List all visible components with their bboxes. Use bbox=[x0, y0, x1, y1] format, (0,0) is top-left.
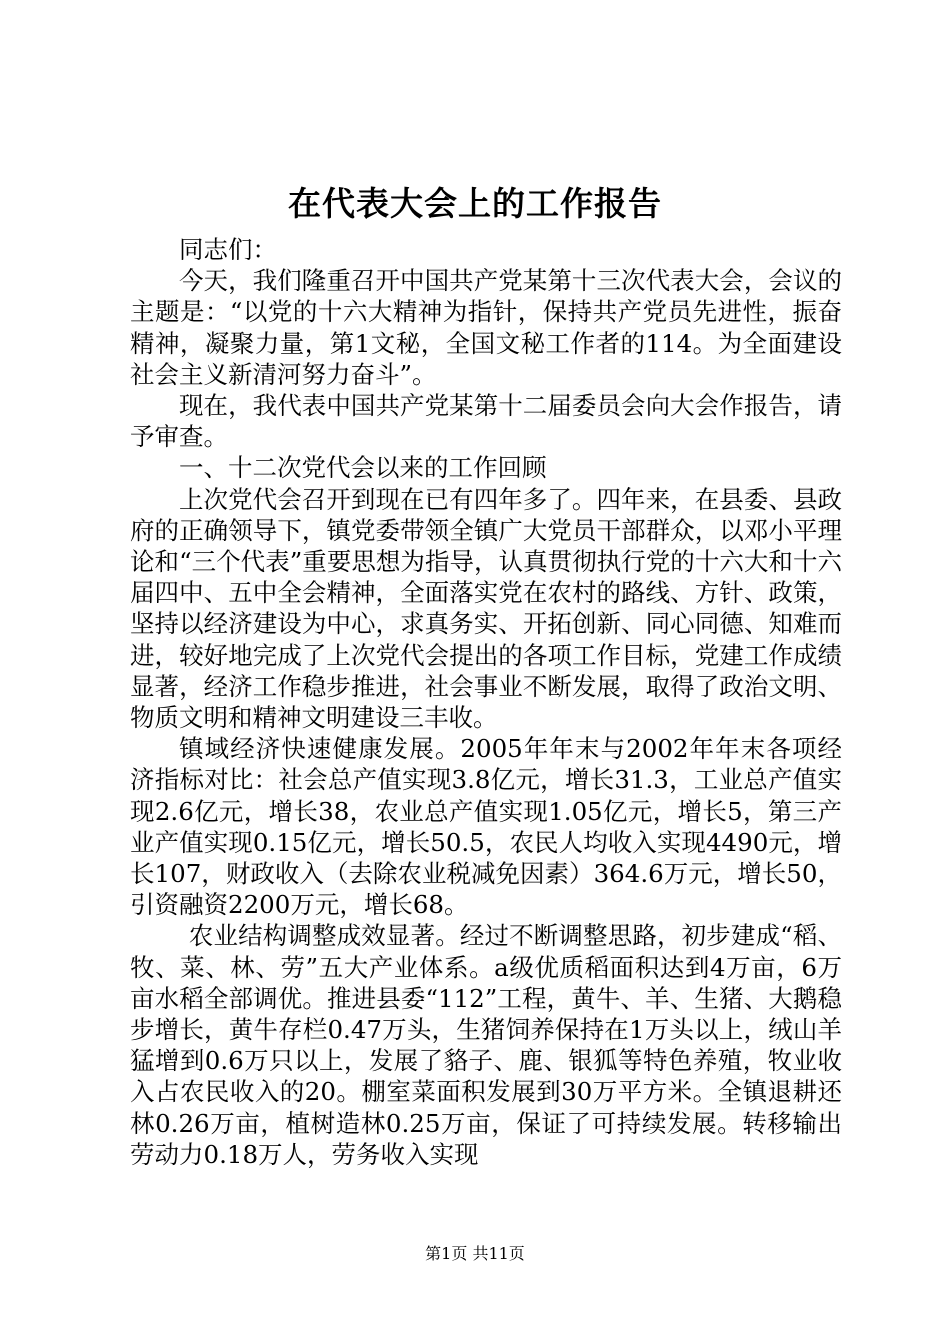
body-paragraph-economy: 镇域经济快速健康发展。2005年年末与2002年年末各项经济指标对比：社会总产值实现3.8亿元，增长31.3，工业总产值实现2.6亿元，增长38，农业总产值实现1.05亿元，增长5，第三产业产值实现0.15亿元，增长50.5，农民人均收入实现4490元，增长107，财政收入（去除农业税减免因素）364.6万元，增长50，引资融资2200万元，增长68。 bbox=[130, 734, 842, 920]
body-paragraph-report: 现在，我代表中国共产党某第十二届委员会向大会作报告，请予审查。 bbox=[130, 391, 842, 452]
document-title: 在代表大会上的工作报告 bbox=[288, 184, 662, 223]
document-body bbox=[130, 234, 842, 1170]
salutation-paragraph: 同志们： bbox=[179, 235, 277, 264]
body-paragraph-opening: 今天，我们隆重召开中国共产党某第十三次代表大会，会议的主题是：“以党的十六大精神为指针，保持共产党员先进性，振奋精神，凝聚力量，第1文秘，全国文秘工作者的114。为全面建设社会主义新清河努力奋斗”。 bbox=[130, 266, 842, 389]
body-paragraph-agriculture: 农业结构调整成效显著。经过不断调整思路，初步建成“稻、牧、菜、林、劳”五大产业体系。a级优质稻面积达到4万亩，6万亩水稻全部调优。推进县委“112”工程，黄牛、羊、生猪、大鹅稳步增长，黄牛存栏0.47万头，生猪饲养保持在1万头以上，绒山羊猛增到0.6万只以上，发展了貉子、鹿、银狐等特色养殖，牧业收入占农民收入的20。棚室菜面积发展到30万平方米。全镇退耕还林0.26万亩，植树造林0.25万亩，保证了可持续发展。转移输出劳动力0.18万人，劳务收入实现 bbox=[130, 921, 842, 1169]
section-heading: 一、十二次党代会以来的工作回顾 bbox=[179, 453, 547, 483]
body-paragraph-review: 上次党代会召开到现在已有四年多了。四年来，在县委、县政府的正确领导下，镇党委带领全镇广大党员干部群众，以邓小平理论和“三个代表”重要思想为指导，认真贯彻执行党的十六大和十六届四中、五中全会精神，全面落实党在农村的路线、方针、政策，坚持以经济建设为中心，求真务实、开拓创新、同心同德、知难而进，较好地完成了上次党代会提出的各项工作目标，党建工作成绩显著，经济工作稳步推进，社会事业不断发展，取得了政治文明、物质文明和精神文明建设三丰收。 bbox=[130, 484, 842, 733]
page-number-footer: 第1页 共11页 bbox=[425, 1244, 525, 1263]
